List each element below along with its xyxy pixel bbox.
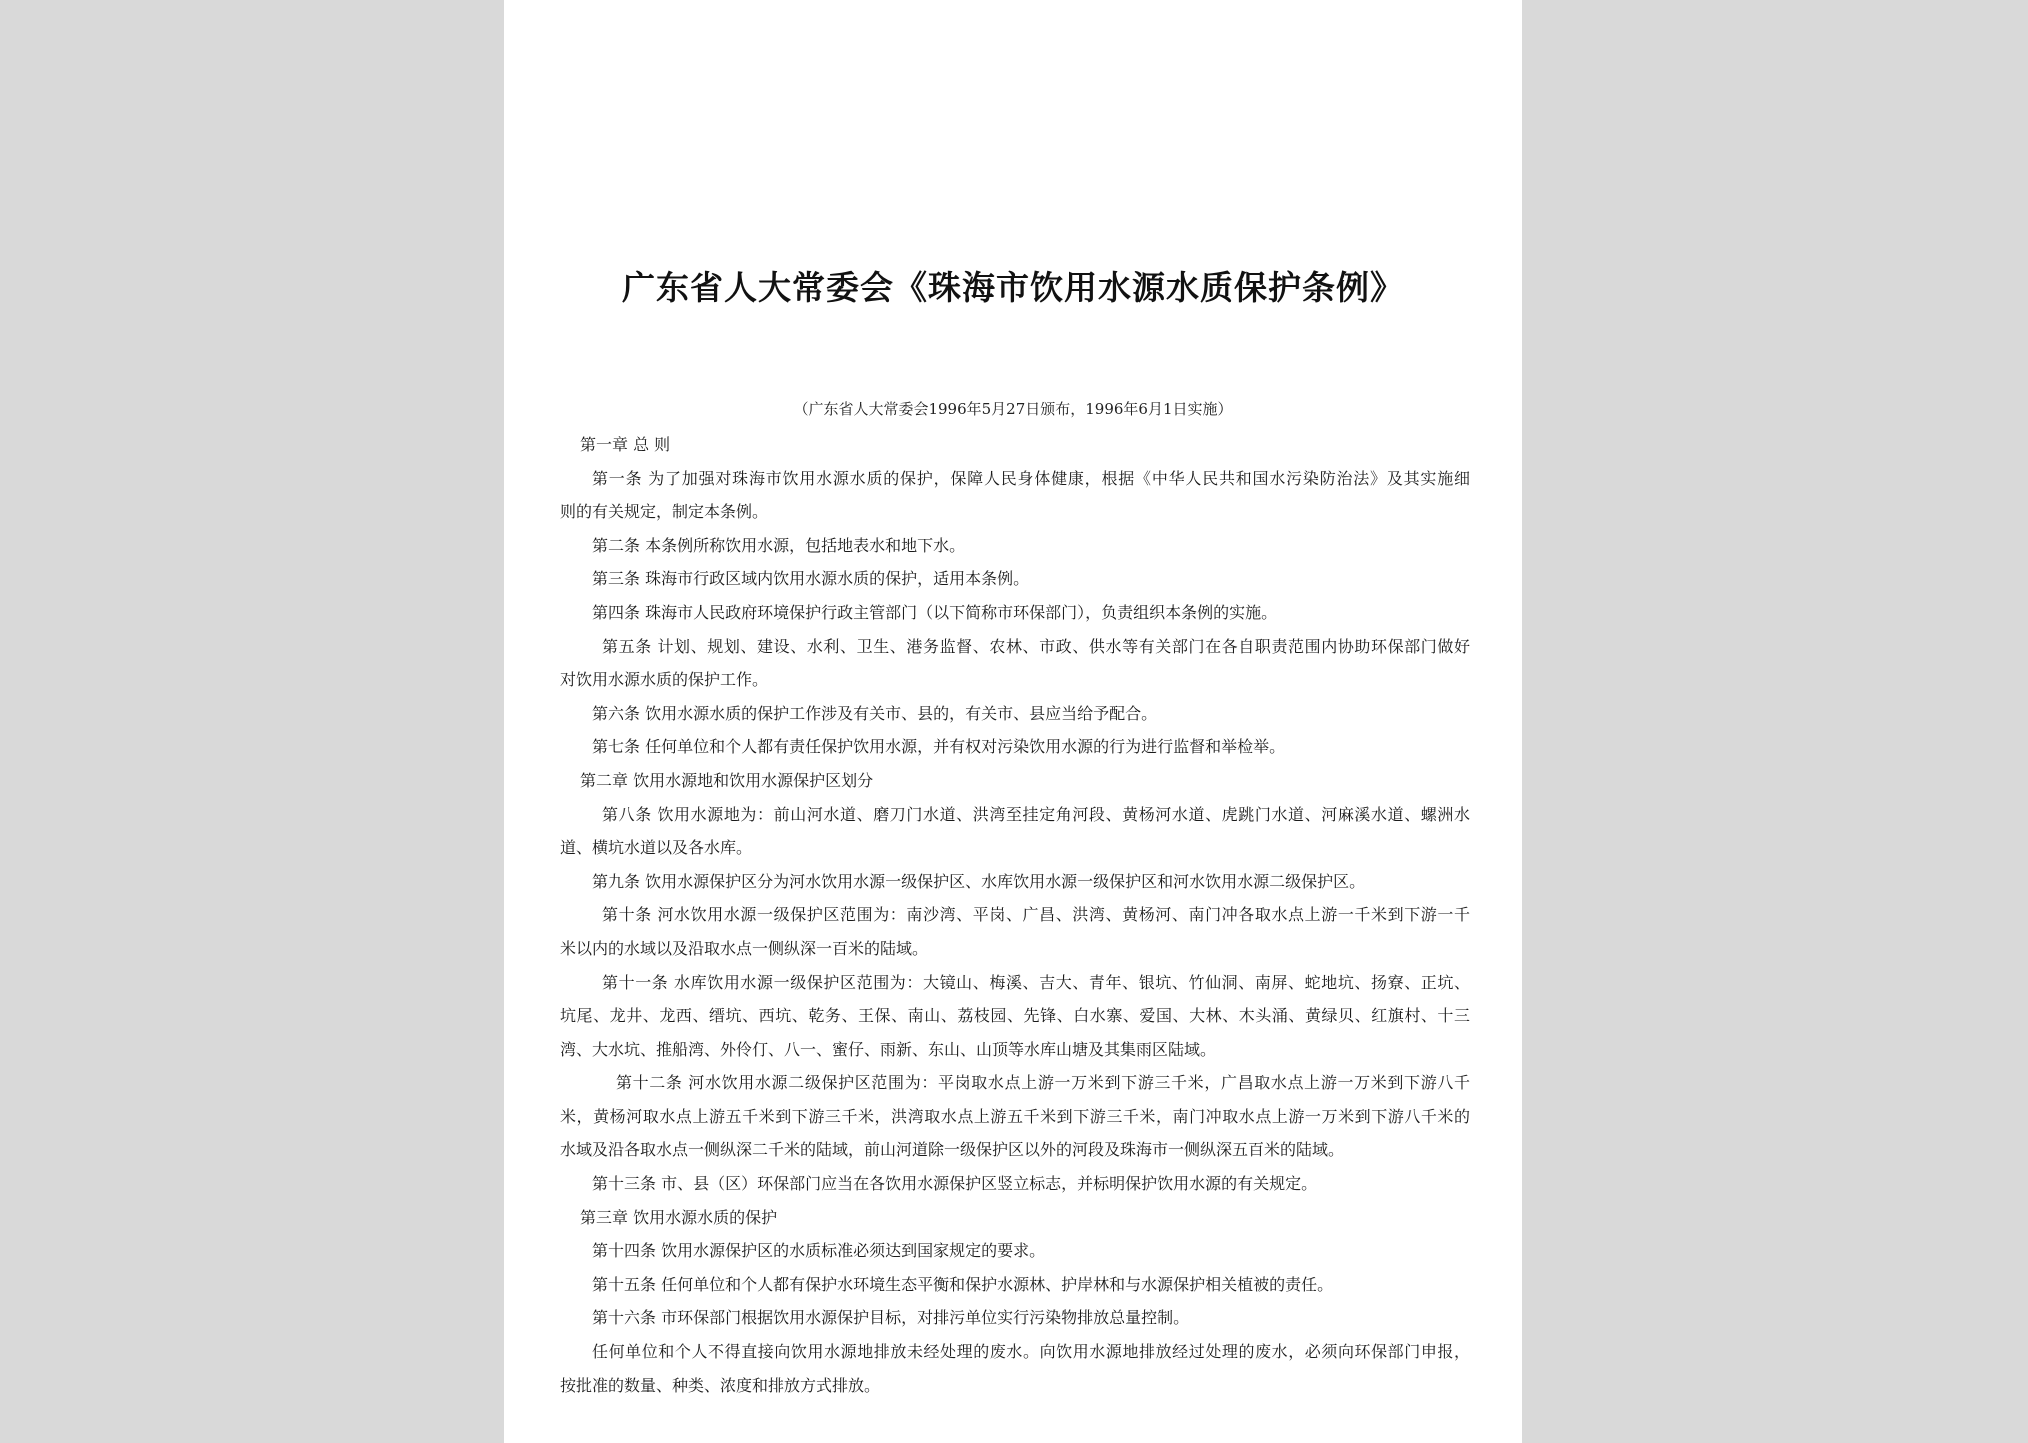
chapter-heading: 第一章 总 则 xyxy=(580,435,671,454)
paragraph-line: 第八条 饮用水源地为：前山河水道、磨刀门水道、洪湾至挂定角河段、黄杨河水道、虎跳门水道、河麻溪水道、螺洲水 xyxy=(602,804,1470,824)
paragraph-line: 第十三条 市、县（区）环保部门应当在各饮用水源保护区竖立标志，并标明保护饮用水源的有关规定。 xyxy=(592,1174,1318,1194)
paragraph-line: 按批准的数量、种类、浓度和排放方式排放。 xyxy=(560,1375,881,1395)
paragraph-line: 第十条 河水饮用水源一级保护区范围为：南沙湾、平岗、广昌、洪湾、黄杨河、南门冲各取水点上游一千米到下游一千 xyxy=(602,905,1470,925)
paragraph-line: 对饮用水源水质的保护工作。 xyxy=(560,670,769,690)
document-page xyxy=(504,0,1522,1443)
paragraph-line: 米，黄杨河取水点上游五千米到下游三千米，洪湾取水点上游五千米到下游三千米，南门冲取水点上游一万米到下游八千米的 xyxy=(560,1106,1470,1126)
paragraph-line: 第十四条 饮用水源保护区的水质标准必须达到国家规定的要求。 xyxy=(592,1241,1046,1261)
paragraph-line: 第十一条 水库饮用水源一级保护区范围为：大镜山、梅溪、吉大、青年、银坑、竹仙洞、南屏、蛇地坑、扬寮、正坑、 xyxy=(602,972,1470,992)
paragraph-line: 第三条 珠海市行政区域内饮用水源水质的保护，适用本条例。 xyxy=(592,569,1030,589)
paragraph-line: 水域及沿各取水点一侧纵深二千米的陆域，前山河道除一级保护区以外的河段及珠海市一侧纵深五百米的陆域。 xyxy=(560,1140,1345,1160)
paragraph-line: 道、横坑水道以及各水库。 xyxy=(560,838,753,858)
document-title: 广东省人大常委会《珠海市饮用水源水质保护条例》 xyxy=(622,268,1404,307)
paragraph-line: 则的有关规定，制定本条例。 xyxy=(560,502,769,522)
document-body xyxy=(560,428,1470,1402)
document-subtitle: （广东省人大常委会1996年5月27日颁布，1996年6月1日实施） xyxy=(793,400,1233,418)
paragraph-line: 第四条 珠海市人民政府环境保护行政主管部门（以下简称市环保部门），负责组织本条例的实施。 xyxy=(592,602,1278,622)
paragraph-line: 任何单位和个人不得直接向饮用水源地排放未经处理的废水。向饮用水源地排放经过处理的废水，必须向环保部门申报， xyxy=(592,1342,1470,1362)
paragraph-line: 第二条 本条例所称饮用水源，包括地表水和地下水。 xyxy=(592,535,966,555)
paragraph-line: 湾、大水坑、推船湾、外伶仃、八一、蜜仔、雨新、东山、山顶等水库山塘及其集雨区陆域。 xyxy=(560,1039,1217,1059)
paragraph-line: 第十六条 市环保部门根据饮用水源保护目标，对排污单位实行污染物排放总量控制。 xyxy=(592,1308,1190,1328)
chapter-heading: 第二章 饮用水源地和饮用水源保护区划分 xyxy=(580,770,874,790)
paragraph-line: 第十二条 河水饮用水源二级保护区范围为：平岗取水点上游一万米到下游三千米，广昌取水点上游一万米到下游八千 xyxy=(616,1073,1470,1093)
paragraph-line: 第七条 任何单位和个人都有责任保护饮用水源，并有权对污染饮用水源的行为进行监督和举检举。 xyxy=(592,737,1286,757)
paragraph-line: 第九条 饮用水源保护区分为河水饮用水源一级保护区、水库饮用水源一级保护区和河水饮用水源二级保护区。 xyxy=(592,871,1366,891)
paragraph-line: 米以内的水域以及沿取水点一侧纵深一百米的陆域。 xyxy=(560,938,929,958)
chapter-heading: 第三章 饮用水源水质的保护 xyxy=(580,1207,778,1227)
paragraph-line: 第五条 计划、规划、建设、水利、卫生、港务监督、农林、市政、供水等有关部门在各自职责范围内协助环保部门做好 xyxy=(602,636,1470,656)
paragraph-line: 第一条 为了加强对珠海市饮用水源水质的保护，保障人民身体健康，根据《中华人民共和国水污染防治法》及其实施细 xyxy=(592,468,1470,488)
paragraph-line: 第十五条 任何单位和个人都有保护水环境生态平衡和保护水源林、护岸林和与水源保护相关植被的责任。 xyxy=(592,1274,1334,1294)
paragraph-line: 坑尾、龙井、龙西、缙坑、西坑、乾务、王保、南山、荔枝园、先锋、白水寨、爱国、大林、木头涌、黄绿贝、红旗村、十三 xyxy=(560,1006,1470,1026)
paragraph-line: 第六条 饮用水源水质的保护工作涉及有关市、县的，有关市、县应当给予配合。 xyxy=(592,703,1158,723)
